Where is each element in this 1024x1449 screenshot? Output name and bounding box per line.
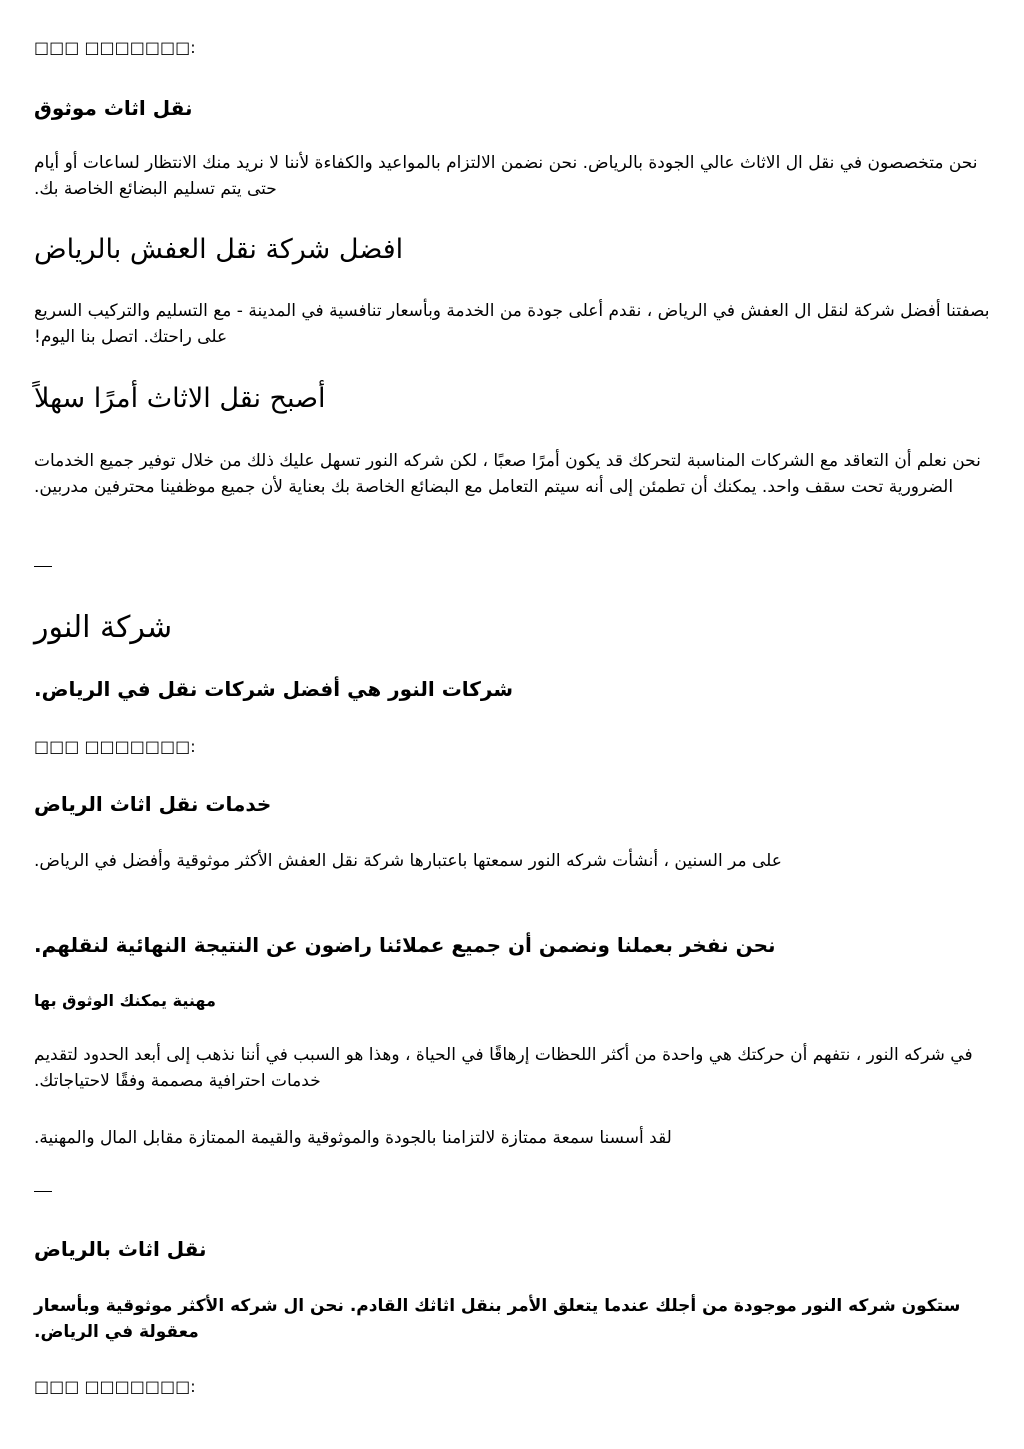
subtitle: شركات النور هي أفضل شركات نقل في الرياض. [34, 677, 514, 701]
section-heading: نقل اثاث بالرياض [34, 1237, 207, 1261]
section-heading: مهنية يمكنك الوثوق بها [34, 991, 216, 1010]
paragraph: نحن نعلم أن التعاقد مع الشركات المناسبة لتحركك قد يكون أمرًا صعبًا ، لكن شركه النور تسهل عليك ذلك من خلال توفير جميع الخدمات الضرورية تحت سقف واحد. يمكنك أن تطمئن إلى أنه سيتم التعامل مع البضائع الخاصة بك بعناية لأن جميع موظفينا محترفين مدربين. [34, 451, 981, 497]
field-label: □□□ □□□□□□□: [34, 38, 196, 57]
bold-statement: نحن نفخر بعملنا ونضمن أن جميع عملائنا راضون عن النتيجة النهائية لنقلهم. [34, 933, 776, 957]
paragraph: نحن متخصصون في نقل ال الاثاث عالي الجودة بالرياض. نحن نضمن الالتزام بالمواعيد والكفاءة لأننا لا نريد منك الانتظار لساعات أو أيام حتى يتم تسليم البضائع الخاصة بك. [34, 153, 978, 199]
paragraph: بصفتنا أفضل شركة لنقل ال العفش في الرياض ، نقدم أعلى جودة من الخدمة وبأسعار تنافسية في المدينة - مع التسليم والتركيب السريع على راحتك. اتصل بنا اليوم! [34, 301, 990, 347]
section-heading: نقل اثاث موثوق [34, 96, 193, 120]
paragraph: لقد أسسنا سمعة ممتازة لالتزامنا بالجودة والموثوقية والقيمة الممتازة مقابل المال والمهنية. [34, 1128, 672, 1148]
field-label: □□□ □□□□□□□: [34, 1377, 196, 1396]
divider [34, 1191, 52, 1192]
section-heading: أصبح نقل الاثاث أمرًا سهلاً [34, 383, 326, 414]
page-title: شركة النور [34, 610, 173, 645]
section-heading: افضل شركة نقل العفش بالرياض [34, 234, 404, 265]
divider [34, 566, 52, 567]
paragraph: على مر السنين ، أنشأت شركه النور سمعتها باعتبارها شركة نقل العفش الأكثر موثوقية وأفضل في الرياض. [34, 851, 782, 871]
field-label: □□□ □□□□□□□: [34, 737, 196, 756]
bold-paragraph: ستكون شركه النور موجودة من أجلك عندما يتعلق الأمر بنقل اثاثك القادم. نحن ال شركه الأكثر موثوقية وبأسعار معقولة في الرياض. [34, 1296, 961, 1342]
section-heading: خدمات نقل اثاث الرياض [34, 792, 272, 816]
paragraph: في شركه النور ، نتفهم أن حركتك هي واحدة من أكثر اللحظات إرهاقًا في الحياة ، وهذا هو السبب في أننا نذهب إلى أبعد الحدود لتقديم خدمات احترافية مصممة وفقًا لاحتياجاتك. [34, 1045, 973, 1091]
